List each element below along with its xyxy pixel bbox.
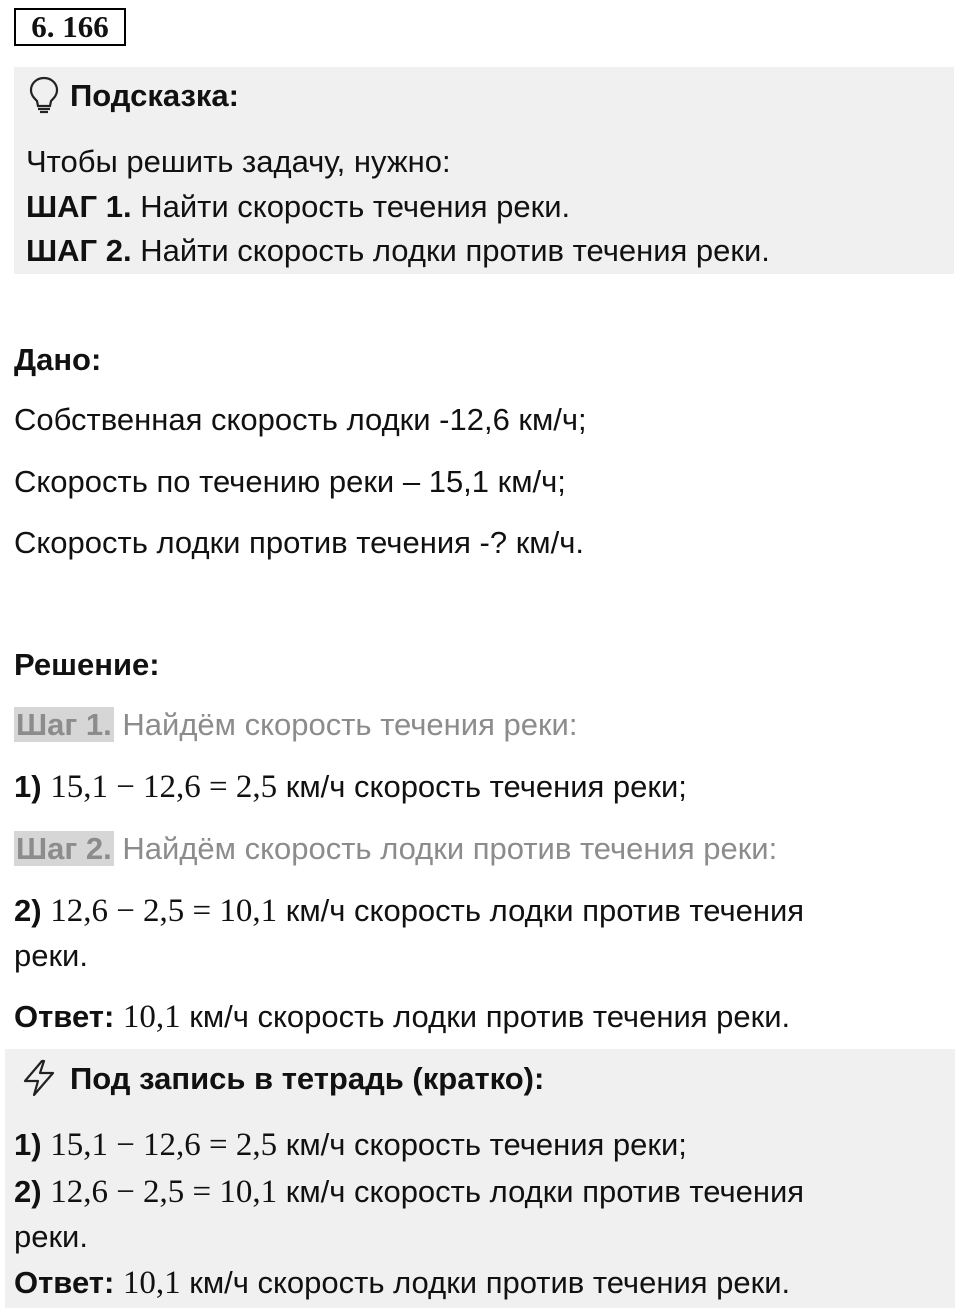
hint-step-1 xyxy=(26,187,570,227)
short-calc-1-expression: 15,1 − 12,6 = 2,5 xyxy=(50,1127,278,1163)
hint-step-1-label: ШАГ 1. xyxy=(26,189,132,224)
solution-calc-2 xyxy=(14,891,804,931)
short-notes-title: Под запись в тетрадь (кратко): xyxy=(70,1061,545,1096)
given-line-2: Скорость по течению реки – 15,1 км/ч; xyxy=(14,464,566,499)
step-1-label: Шаг 1. xyxy=(16,707,112,742)
short-answer-label: Ответ: xyxy=(14,1265,123,1300)
short-answer-expression: 10,1 xyxy=(122,1265,181,1301)
calc-2-expression: 12,6 − 2,5 = 10,1 xyxy=(50,893,278,929)
solution-calc-1 xyxy=(14,767,687,807)
short-calc-1-number: 1) xyxy=(14,1127,51,1162)
hint-step-2 xyxy=(26,231,770,271)
calc-1-text: км/ч скорость течения реки; xyxy=(277,769,687,804)
given-line-1: Собственная скорость лодки -12,6 км/ч; xyxy=(14,402,587,437)
solution-answer xyxy=(14,997,790,1037)
step-2-label: Шаг 2. xyxy=(16,831,112,866)
hint-step-2-label: ШАГ 2. xyxy=(26,233,132,268)
given-line-3: Скорость лодки против течения -? км/ч. xyxy=(14,525,584,560)
hint-step-2-text: Найти скорость лодки против течения реки. xyxy=(131,233,770,268)
solution-step-2 xyxy=(14,829,777,869)
answer-expression: 10,1 xyxy=(122,999,181,1035)
short-calc-1 xyxy=(14,1125,687,1165)
short-calc-1-text: км/ч скорость течения реки; xyxy=(277,1127,687,1162)
hint-intro: Чтобы решить задачу, нужно: xyxy=(26,144,451,179)
step-1-text: Найдём скорость течения реки: xyxy=(113,707,578,742)
short-calc-2-continuation: реки. xyxy=(14,1219,88,1254)
solution-calc-2-continuation: реки. xyxy=(14,938,88,973)
short-answer xyxy=(14,1263,790,1303)
calc-2-text: км/ч скорость лодки против течения xyxy=(277,893,805,928)
short-answer-text: км/ч скорость лодки против течения реки. xyxy=(180,1265,791,1300)
lightning-icon xyxy=(20,1058,58,1098)
answer-text: км/ч скорость лодки против течения реки. xyxy=(180,999,791,1034)
hint-title: Подсказка: xyxy=(70,78,239,113)
step-2-text: Найдём скорость лодки против течения реки: xyxy=(113,831,778,866)
calc-1-expression: 15,1 − 12,6 = 2,5 xyxy=(50,769,278,805)
short-calc-2-expression: 12,6 − 2,5 = 10,1 xyxy=(50,1174,278,1210)
hint-step-1-text: Найти скорость течения реки. xyxy=(131,189,571,224)
lightbulb-icon xyxy=(28,75,60,115)
given-title: Дано: xyxy=(14,342,102,377)
short-calc-2 xyxy=(14,1172,804,1212)
problem-number: 6. 166 xyxy=(14,8,126,46)
calc-2-number: 2) xyxy=(14,893,51,928)
solution-title: Решение: xyxy=(14,647,160,682)
solution-step-1 xyxy=(14,705,577,745)
short-calc-2-number: 2) xyxy=(14,1174,51,1209)
calc-1-number: 1) xyxy=(14,769,51,804)
answer-label: Ответ: xyxy=(14,999,123,1034)
short-calc-2-text: км/ч скорость лодки против течения xyxy=(277,1174,805,1209)
